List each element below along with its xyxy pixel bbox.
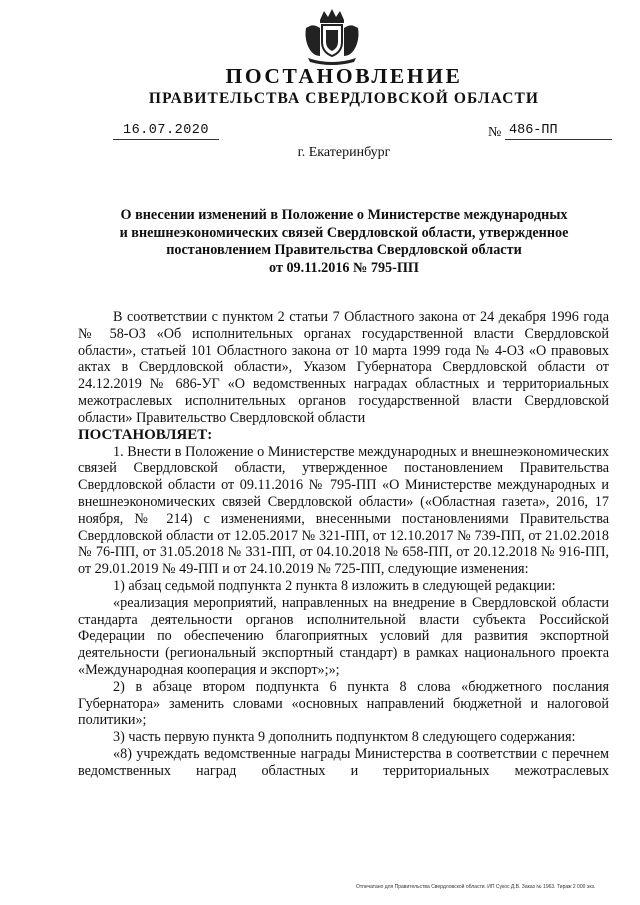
city-name: г. Екатеринбург	[297, 145, 391, 160]
subitem-3-paragraph: 3) часть первую пункта 9 дополнить подпунктом 8 следующего содержания:	[113, 729, 576, 746]
document-body	[78, 309, 609, 780]
document-date: 16.07.2020	[113, 123, 219, 140]
item-1-paragraph: 1. Внести в Положение о Министерстве международных и внешнеэкономических связей Свердловской области, утвержденное постановлением Правительства Свердловской области от 09.11.2016 № 795-ПП «О Министерстве международных и внешнеэкономических связей Свердловской области» («Областная газета», 2016, 17 ноября, № 214) с изменениями, внесенными постановлениями Правительства Свердловской области от 12.05.2017 № 321-ПП, от 12.10.2017 № 739-ПП, от 21.02.2018 № 76-ПП, от 31.05.2018 № 331-ПП, от 04.10.2018 № 658-ПП, от 20.12.2018 № 916-ПП, от 29.01.2019 № 49-ПП и от 24.10.2019 № 725-ПП, следующие изменения:	[78, 443, 609, 578]
document-number: 486-ПП	[505, 123, 612, 140]
document-title	[78, 207, 610, 277]
subitem-2-paragraph: 2) в абзаце втором подпункта 6 пункта 8 слова «бюджетного послания Губернатора» заменить словами «основных направлений бюджетной и налоговой политики»;	[78, 678, 609, 729]
document-title-line: постановлением Правительства Свердловской области	[166, 242, 522, 258]
preamble-paragraph: В соответствии с пунктом 2 статьи 7 Областного закона от 24 декабря 1996 года № 58-ОЗ «Об исполнительных органах государственной власти Свердловской области», статьей 101 Областного закона от 10 марта 1999 года № 4-ОЗ «О правовых актах в Свердловской области», Указом Губернатора Свердловской области от 24.12.2019 № 686-УГ «О ведомственных наградах областных и территориальных межотраслевых исполнительных органов государственной власти Свердловской области» Правительство Свердловской области	[78, 309, 609, 426]
issuer-title: ПРАВИТЕЛЬСТВА СВЕРДЛОВСКОЙ ОБЛАСТИ	[148, 90, 540, 107]
document-title-line: от 09.11.2016 № 795-ПП	[269, 259, 419, 276]
number-sign: №	[488, 125, 502, 140]
print-imprint: Отпечатано для Правительства Свердловской области. ИП Сукос Д.В. Заказ № 1963. Тираж 2 000 экз.	[356, 884, 596, 890]
subitem-1-paragraph: 1) абзац седьмой подпункта 2 пункта 8 изложить в следующей редакции:	[113, 577, 556, 594]
coat-of-arms-icon	[300, 6, 364, 66]
document-title-line: и внешнеэкономических связей Свердловской области, утвержденное	[119, 224, 569, 241]
resolve-heading: ПОСТАНОВЛЯЕТ:	[78, 426, 213, 443]
subitem-1-text: «реализация мероприятий, направленных на внедрение в Свердловской области стандарта деятельности органов исполнительной власти субъекта Российской Федерации по обеспечению благоприятных условий для развития экспортной деятельности (региональный экспортный стандарт) в рамках национального проекта «Международная кооперация и экспорт»;»;	[78, 594, 609, 678]
document-title-line: О внесении изменений в Положение о Министерстве международных	[120, 207, 568, 223]
document-type-title: ПОСТАНОВЛЕНИЕ	[225, 64, 463, 88]
subitem-3-text: «8) учреждать ведомственные награды Министерства в соответствии с перечнем ведомственных наград областных и территориальных межотраслевых	[78, 745, 609, 779]
